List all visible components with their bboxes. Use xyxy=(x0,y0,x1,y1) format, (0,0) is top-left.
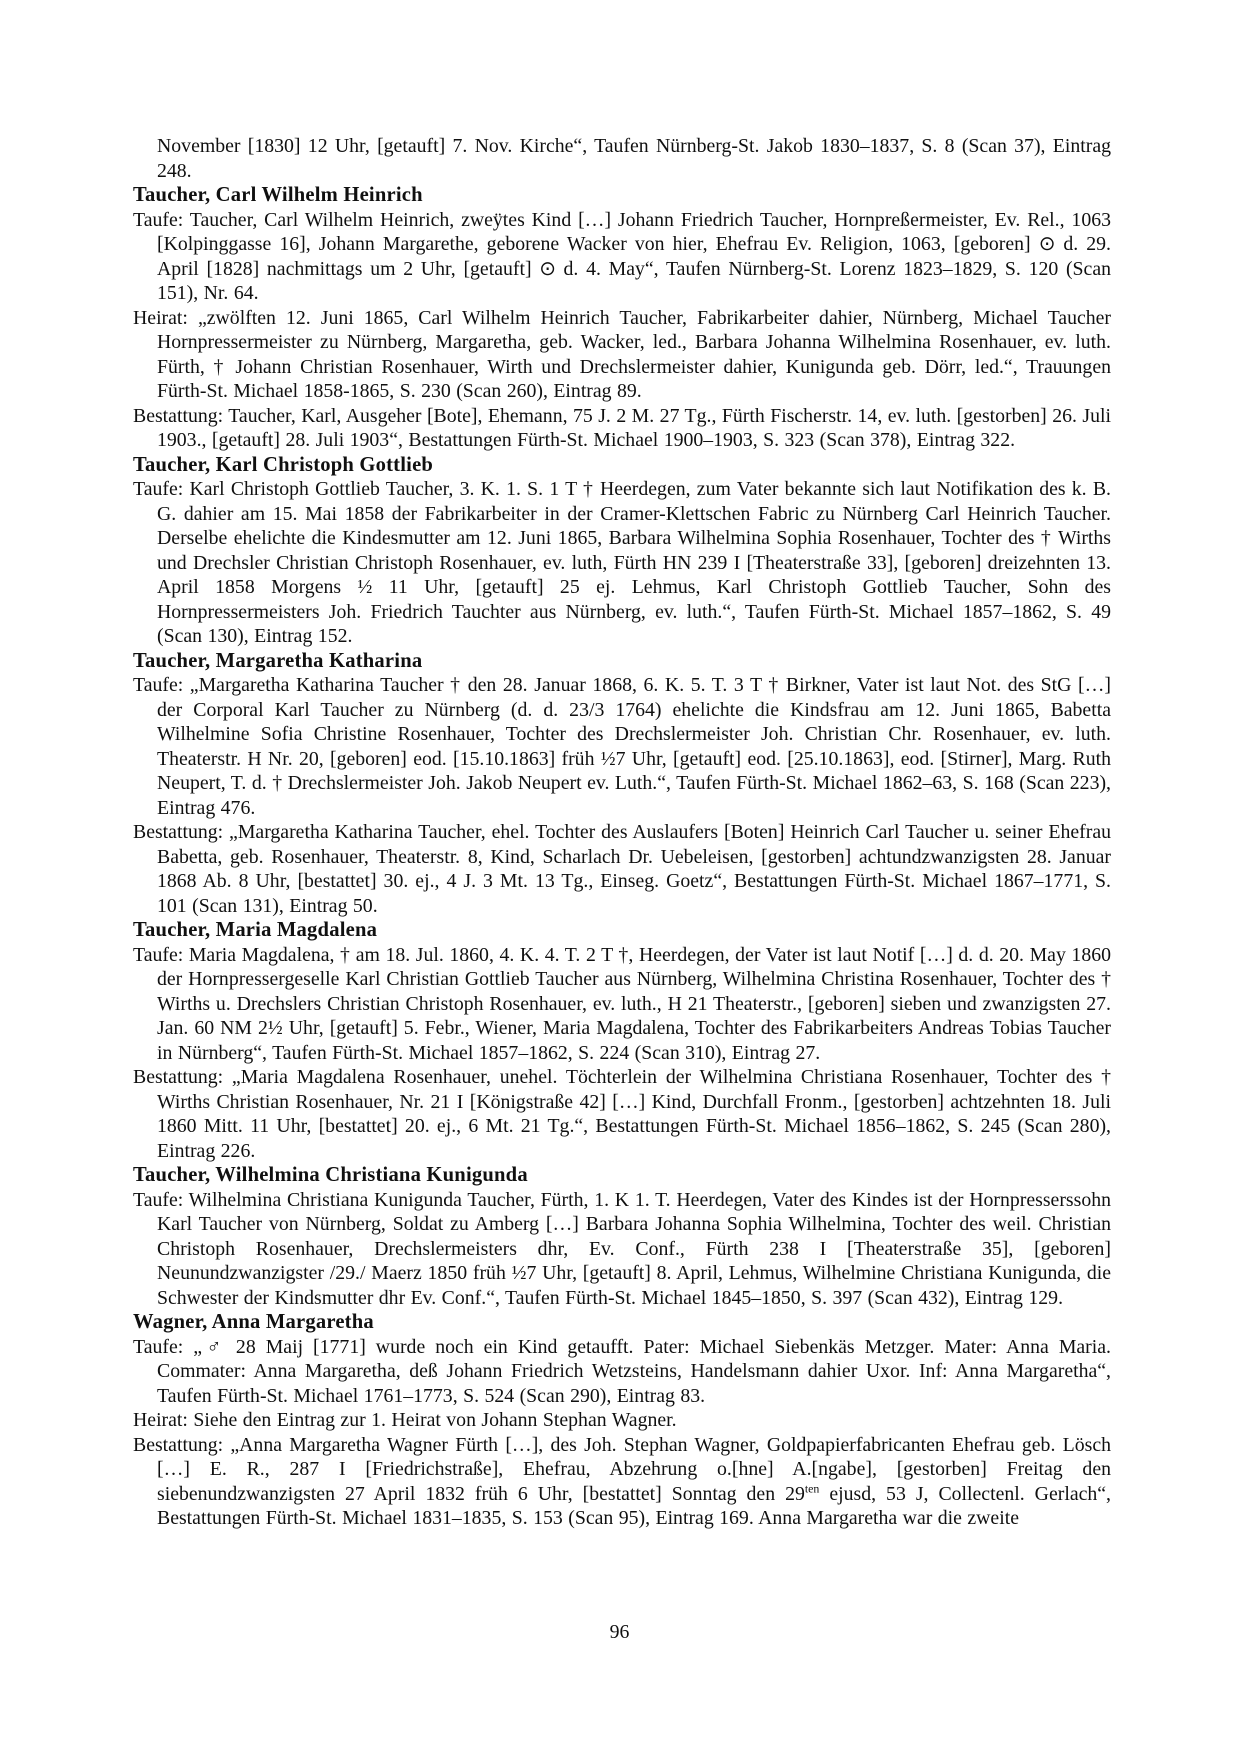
page-number: 96 xyxy=(609,1621,630,1643)
entry-paragraph: Taufe: Taucher, Carl Wilhelm Heinrich, zweÿtes Kind […] Johann Friedrich Taucher, Hornpreßermeister, Ev. Rel., 1063 [Kolpinggasse 16], Johann Margarethe, geborene Wacker von hier, Ehefrau Ev. Religion, 1063, [geboren] ⊙ d. 29. April [1828] nachmittags um 2 Uhr, [getauft] ⊙ d. 4. May“, Taufen Nürnberg-St. Lorenz 1823–1829, S. 120 (Scan 151), Nr. 64. xyxy=(133,208,1111,304)
continuation-paragraph: November [1830] 12 Uhr, [getauft] 7. Nov. Kirche“, Taufen Nürnberg-St. Jakob 1830–1837, S. 8 (Scan 37), Eintrag 248. xyxy=(157,135,1111,182)
text-block xyxy=(133,134,1111,1531)
entry-heading: Wagner, Anna Margaretha xyxy=(133,1311,374,1333)
entry-heading: Taucher, Maria Magdalena xyxy=(133,919,378,941)
entry-heading: Taucher, Margaretha Katharina xyxy=(133,649,423,672)
entry-paragraph: Bestattung: „Margaretha Katharina Taucher, ehel. Tochter des Auslaufers [Boten] Heinrich Carl Taucher u. seiner Ehefrau Babetta, geb. Rosenhauer, Theaterstr. 8, Kind, Scharlach Dr. Uebeleisen, [gestorben] achtundzwanzigsten 28. Januar 1868 Ab. 8 Uhr, [bestattet] 30. ej., 4 J. 3 Mt. 13 Tg., Einseg. Goetz“, Bestattungen Fürth-St. Michael 1867–1771, S. 101 (Scan 131), Eintrag 50. xyxy=(133,821,1111,917)
superscript-ordinal: ten xyxy=(804,1480,820,1495)
entry-paragraph: Taufe: Karl Christoph Gottlieb Taucher, 3. K. 1. S. 1 T † Heerdegen, zum Vater bekannte sich laut Notifikation des k. B. G. dahier am 15. Mai 1858 der Fabrikarbeiter in der Cramer-Klettschen Fabric zu Nürnberg Carl Heinrich Taucher. Derselbe ehelichte die Kindesmutter am 12. Juni 1865, Barbara Wilhelmina Sophia Rosenhauer, Tochter des † Wirths und Drechsler Christian Christoph Rosenhauer, ev. luth, Fürth HN 239 I [Theaterstraße 33], [geboren] dreizehnten 13. April 1858 Morgens ½ 11 Uhr, [getauft] 25 ej. Lehmus, Karl Christoph Gottlieb Taucher, Sohn des Hornpressermeisters Joh. Friedrich Tauchter aus Nürnberg, ev. luth.“, Taufen Fürth-St. Michael 1857–1862, S. 49 (Scan 130), Eintrag 152. xyxy=(133,478,1111,647)
entry-paragraph: Heirat: Siehe den Eintrag zur 1. Heirat von Johann Stephan Wagner. xyxy=(133,1409,677,1431)
entry-paragraph: Bestattung: „Anna Margaretha Wagner Fürth […], des Joh. Stephan Wagner, Goldpapierfabricanten Ehefrau geb. Lösch […] E. R., 287 I [Friedrichstraße], Ehefrau, Abzehrung o.[hne] A.[ngabe], [gestorben] Freitag den siebenundzwanzigsten 27 April 1832 früh 6 Uhr, [bestattet] Sonntag den $29^{ten}$ ejusd, 53 J, Collectenl. Gerlach“, Bestattungen Fürth-St. Michael 1831–1835, S. 153 (Scan 95), Eintrag 169. Anna Margaretha war die zweite xyxy=(133,1433,1111,1529)
entry-heading: Taucher, Wilhelmina Christiana Kunigunda xyxy=(133,1164,528,1186)
entry-paragraph: Taufe: „♂ 28 Maij [1771] wurde noch ein Kind getaufft. Pater: Michael Siebenkäs Metzger. Mater: Anna Maria. Commater: Anna Margaretha, deß Johann Friedrich Wetzsteins, Handelsmann dahier Uxor. Inf: Anna Margaretha“, Taufen Fürth-St. Michael 1761–1773, S. 524 (Scan 290), Eintrag 83. xyxy=(133,1335,1111,1407)
entry-paragraph: Bestattung: Taucher, Karl, Ausgeher [Bote], Ehemann, 75 J. 2 M. 27 Tg., Fürth Fischerstr. 14, ev. luth. [gestorben] 26. Juli 1903., [getauft] 28. Juli 1903“, Bestattungen Fürth-St. Michael 1900–1903, S. 323 (Scan 378), Eintrag 322. xyxy=(133,404,1111,451)
entry-paragraph: Bestattung: „Maria Magdalena Rosenhauer, unehel. Töchterlein der Wilhelmina Christiana Rosenhauer, Tochter des † Wirths Christian Rosenhauer, Nr. 21 I [Königstraße 42] […] Kind, Durchfall Fronm., [gestorben] achtzehnten 18. Juli 1860 Mitt. 11 Uhr, [bestattet] 20. ej., 6 Mt. 21 Tg.“, Bestattungen Fürth-St. Michael 1856–1862, S. 245 (Scan 280), Eintrag 226. xyxy=(133,1066,1111,1162)
entry-heading: Taucher, Karl Christoph Gottlieb xyxy=(133,453,434,476)
entry-paragraph: Taufe: Wilhelmina Christiana Kunigunda Taucher, Fürth, 1. K 1. T. Heerdegen, Vater des Kindes ist der Hornpresserssohn Karl Taucher von Nürnberg, Soldat zu Amberg […] Barbara Johanna Sophia Wilhelmina, Tochter des weil. Christian Christoph Rosenhauer, Drechslermeisters dhr, Ev. Conf., Fürth 238 I [Theaterstraße 35], [geboren] Neunundzwanzigster /29./ Maerz 1850 früh ½7 Uhr, [getauft] 8. April, Lehmus, Wilhelmine Christiana Kunigunda, die Schwester der Kindsmutter dhr Ev. Conf.“, Taufen Fürth-St. Michael 1845–1850, S. 397 (Scan 432), Eintrag 129. xyxy=(133,1188,1111,1309)
entry-paragraph: Heirat: „zwölften 12. Juni 1865, Carl Wilhelm Heinrich Taucher, Fabrikarbeiter dahier, Nürnberg, Michael Taucher Hornpressermeister zu Nürnberg, Margaretha, geb. Wacker, led., Barbara Johanna Wilhelmina Rosenhauer, ev. luth. Fürth, † Johann Christian Rosenhauer, Wirth und Drechslermeister dahier, Kunigunda geb. Dörr, led.“, Trauungen Fürth-St. Michael 1858-1865, S. 230 (Scan 260), Eintrag 89. xyxy=(133,306,1111,402)
entry-heading: Taucher, Carl Wilhelm Heinrich xyxy=(133,184,423,206)
entry-paragraph: Taufe: „Margaretha Katharina Taucher † den 28. Januar 1868, 6. K. 5. T. 3 T † Birkner, Vater ist laut Not. des StG […] der Corporal Karl Taucher zu Nürnberg (d. d. 23/3 1764) ehelichte die Kindsfrau am 12. Juni 1865, Babetta Wilhelmine Sofia Christine Rosenhauer, Tochter des Drechslermeister Joh. Christian Chr. Rosenhauer, ev. luth. Theaterstr. H Nr. 20, [geboren] eod. [15.10.1863] früh ½7 Uhr, [getauft] eod. [25.10.1863], eod. [Stirner], Marg. Ruth Neupert, T. d. † Drechslermeister Joh. Jakob Neupert ev. Luth.“, Taufen Fürth-St. Michael 1862–63, S. 168 (Scan 223), Eintrag 476. xyxy=(133,674,1111,819)
entry-paragraph: Taufe: Maria Magdalena, † am 18. Jul. 1860, 4. K. 4. T. 2 T †, Heerdegen, der Vater ist laut Notif […] d. d. 20. May 1860 der Hornpressergeselle Karl Christian Gottlieb Taucher aus Nürnberg, Wilhelmina Christina Rosenhauer, Tochter des † Wirths u. Drechslers Christian Christoph Rosenhauer, ev. luth., H 21 Theaterstr., [geboren] sieben und zwanzigsten 27. Jan. 60 NM 2½ Uhr, [getauft] 5. Febr., Wiener, Maria Magdalena, Tochter des Fabrikarbeiters Andreas Tobias Taucher in Nürnberg“, Taufen Fürth-St. Michael 1857–1862, S. 224 (Scan 310), Eintrag 27. xyxy=(133,943,1111,1064)
